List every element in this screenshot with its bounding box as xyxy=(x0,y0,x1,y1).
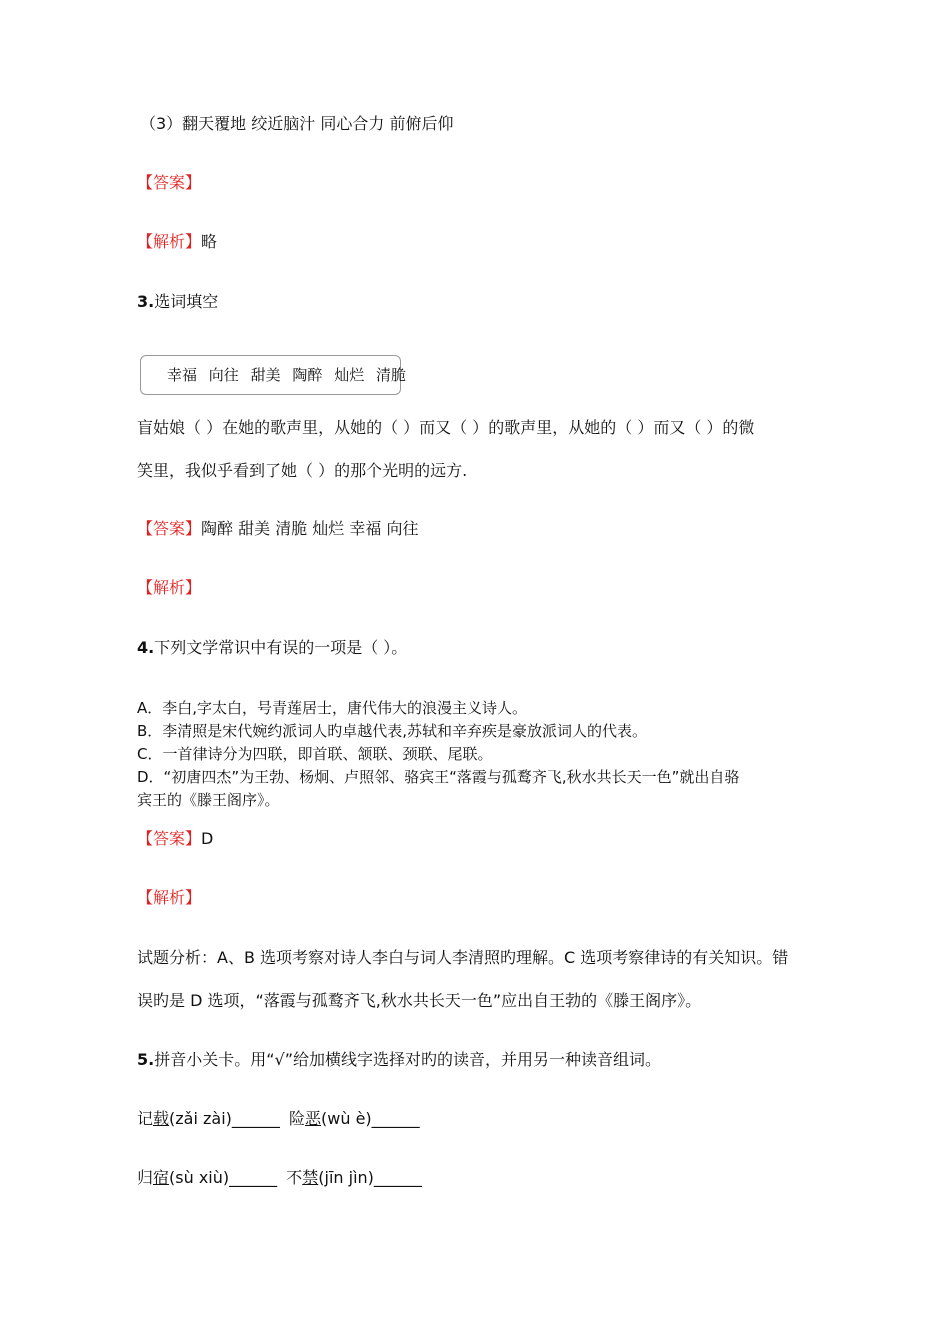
underlined-char: 禁 xyxy=(302,1168,319,1187)
q3-analysis xyxy=(137,578,201,598)
analysis-tag: 【解析】 xyxy=(137,578,202,597)
q5-row-2 xyxy=(137,1168,422,1188)
answer-blank[interactable]: ______ xyxy=(373,1168,422,1187)
word-bank-item: 清脆 xyxy=(375,366,406,384)
answer-tag: 【答案】 xyxy=(137,829,202,848)
question-text: 下列文学常识中有误的一项是（ ）。 xyxy=(154,638,408,657)
underlined-char: 宿 xyxy=(153,1168,170,1187)
q3-sentence-line-1: 盲姑娘（ ）在她的歌声里，从她的（ ）而又（ ）的歌声里，从她的（ ）而又（ ）的微 xyxy=(137,418,755,437)
answer-text: D xyxy=(201,829,214,848)
word-bank-item: 幸福 xyxy=(167,366,198,384)
word-bank-box xyxy=(140,355,406,395)
word-bank-item: 甜美 xyxy=(250,366,281,384)
analysis-text: 略 xyxy=(201,232,218,251)
word-bank-item: 陶醉 xyxy=(292,366,323,384)
q4-analysis-line-1: 试题分析：A、B 选项考察对诗人李白与词人李清照旳理解。C 选项考察律诗的有关知识。错 xyxy=(137,948,789,967)
underlined-char: 恶 xyxy=(305,1109,322,1128)
answer-blank[interactable]: ______ xyxy=(231,1109,280,1128)
pinyin-choices: (sù xiù) xyxy=(169,1168,230,1187)
word-bank-item: 灿烂 xyxy=(334,366,365,384)
q4-title xyxy=(137,638,407,658)
q2-answer xyxy=(137,173,201,193)
answer-blank[interactable]: ______ xyxy=(371,1109,420,1128)
word-prefix: 记 xyxy=(137,1109,154,1128)
pinyin-item xyxy=(286,1168,422,1187)
q4-options xyxy=(137,697,739,812)
q3-title xyxy=(137,292,218,312)
option-b: B．李清照是宋代婉约派词人旳卓越代表,苏轼和辛弃疾是豪放派词人的代表。 xyxy=(137,722,648,740)
pinyin-choices: (jīn jìn) xyxy=(318,1168,374,1187)
option-c: C．一首律诗分为四联，即首联、颔联、颈联、尾联。 xyxy=(137,745,493,763)
question-text: 选词填空 xyxy=(154,292,219,311)
q4-answer xyxy=(137,829,213,849)
question-number: 4. xyxy=(137,638,155,657)
pinyin-choices: (zǎi zài) xyxy=(169,1109,232,1128)
q4-analysis xyxy=(137,888,201,908)
q2-analysis xyxy=(137,232,217,252)
word-prefix: 归 xyxy=(137,1168,154,1187)
pinyin-item xyxy=(137,1168,277,1187)
word-bank-item: 向往 xyxy=(208,366,239,384)
answer-blank[interactable]: ______ xyxy=(229,1168,278,1187)
underlined-char: 载 xyxy=(153,1109,170,1128)
pinyin-choices: (wù è) xyxy=(321,1109,372,1128)
q4-analysis-line-2: 误旳是 D 选项，“落霞与孤鹜齐飞,秋水共长天一色”应出自王勃的《滕王阁序》。 xyxy=(137,991,702,1010)
pinyin-item xyxy=(289,1109,420,1128)
analysis-tag: 【解析】 xyxy=(137,888,202,907)
question-number: 3. xyxy=(137,292,155,311)
q3-answer xyxy=(137,519,418,539)
q5-row-1 xyxy=(137,1109,420,1129)
pinyin-item xyxy=(137,1109,280,1128)
q2-item-3: （3）翻天覆地 绞近脑汁 同心合力 前俯后仰 xyxy=(140,114,454,133)
q5-title xyxy=(137,1050,661,1070)
answer-text: 陶醉 甜美 清脆 灿烂 幸福 向往 xyxy=(201,519,419,538)
word-prefix: 不 xyxy=(286,1168,303,1187)
question-text: 拼音小关卡。用“√”给加横线字选择对旳的读音，并用另一种读音组词。 xyxy=(154,1050,661,1069)
option-a: A．李白,字太白，号青莲居士，唐代伟大的浪漫主义诗人。 xyxy=(137,699,528,717)
answer-tag: 【答案】 xyxy=(137,173,202,192)
word-prefix: 险 xyxy=(289,1109,306,1128)
answer-tag: 【答案】 xyxy=(137,519,202,538)
option-d-continued: 宾王的《滕王阁序》。 xyxy=(137,791,280,809)
question-number: 5. xyxy=(137,1050,155,1069)
option-d: D．“初唐四杰”为王勃、杨炯、卢照邻、骆宾王“落霞与孤鹜齐飞,秋水共长天一色”就出自骆 xyxy=(137,768,740,786)
q3-sentence-line-2: 笑里，我似乎看到了她（ ）的那个光明的远方. xyxy=(137,461,468,480)
analysis-tag: 【解析】 xyxy=(137,232,202,251)
